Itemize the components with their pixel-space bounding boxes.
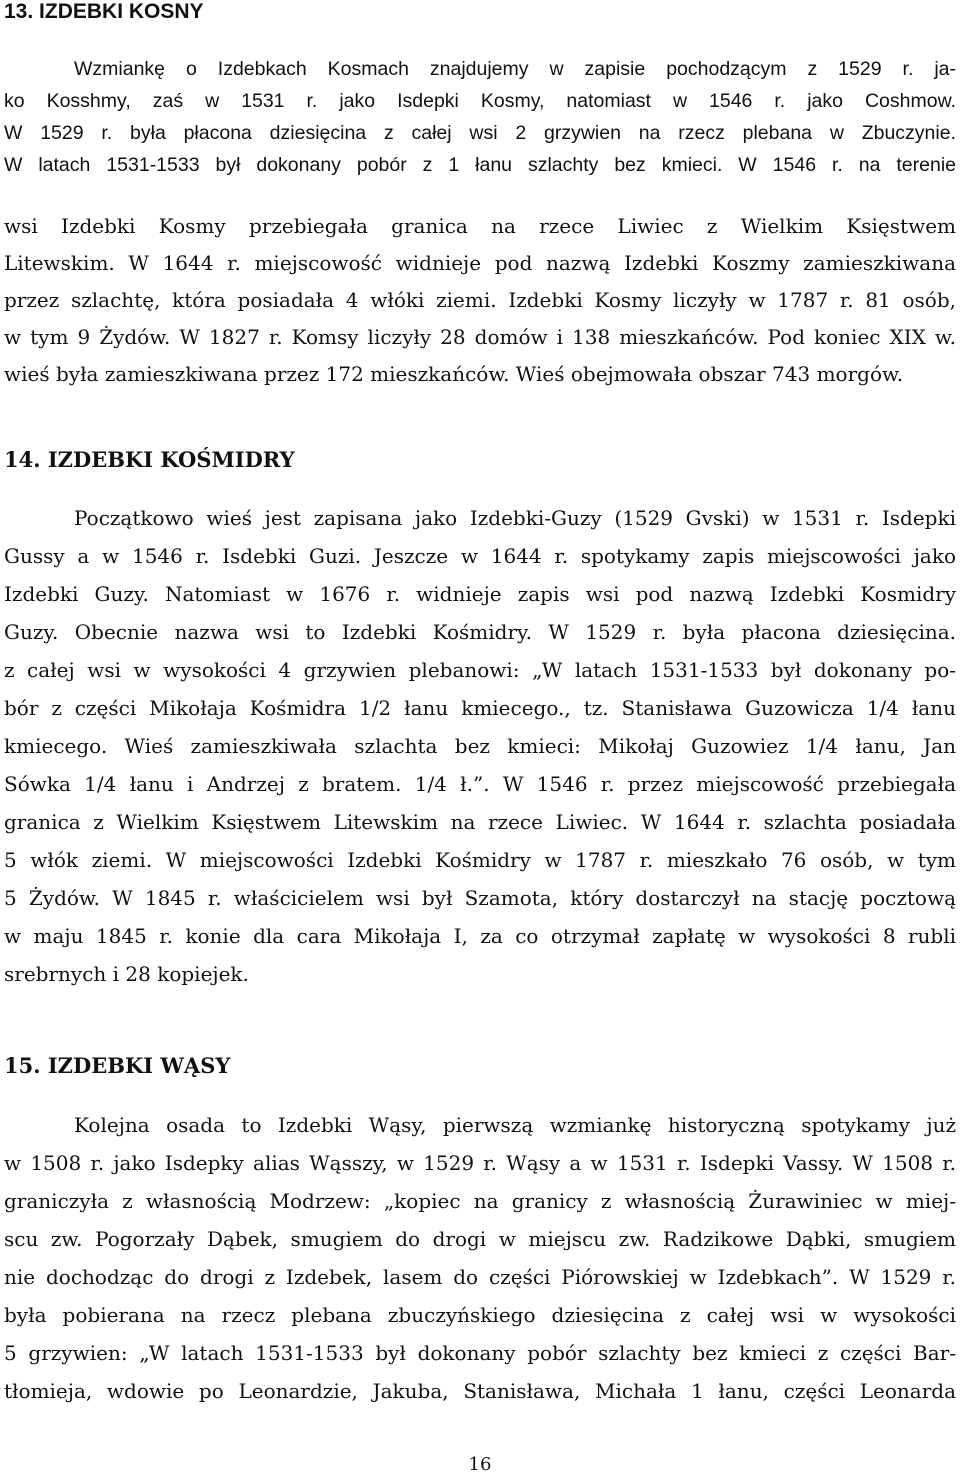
paragraph-line: 5 włók ziemi. W miejscowości Izdebki Kośmidry w 1787 r. mieszkało 76 osób, w tym [4,848,956,872]
paragraph-line: wieś była zamieszkiwana przez 172 mieszkańców. Wieś obejmowała obszar 743 morgów. [4,362,904,386]
paragraph-line: w tym 9 Żydów. W 1827 r. Komsy liczyły 28 domów i 138 mieszkańców. Pod koniec XIX w. [4,325,956,349]
section-13-text-serif [4,214,956,386]
paragraph-line: 5 Żydów. W 1845 r. właścicielem wsi był Szamota, który dostarczył na stację pocztową [4,886,956,910]
paragraph-line: Wzmiankę o Izdebkach Kosmach znajdujemy w zapisie pochodzącym z 1529 r. ja- [74,58,956,80]
paragraph-line: srebrnych i 28 kopiejek. [4,962,249,986]
paragraph-line: Guzy. Obecnie nazwa wsi to Izdebki Kośmidry. W 1529 r. była płacona dziesięcina. [4,620,956,644]
paragraph-line: Początkowo wieś jest zapisana jako Izdebki-Guzy (1529 Gvski) w 1531 r. Isdepki [74,506,956,530]
paragraph-line: Izdebki Guzy. Natomiast w 1676 r. widnieje zapis wsi pod nazwą Izdebki Kosmidry [4,582,956,606]
page-number: 16 [468,1454,492,1475]
paragraph-line: Sówka 1/4 łanu i Andrzej z bratem. 1/4 ł.”. W 1546 r. przez miejscowość przebiegała [4,772,956,796]
section-13-text-sans [4,57,956,177]
section-15-text [4,1113,956,1403]
section-14-heading: 14. IZDEBKI KOŚMIDRY [4,447,295,472]
paragraph-line: graniczyła z własnością Modrzew: „kopiec na granicy z własnością Żurawiniec w miej- [4,1189,956,1213]
paragraph-line: granica z Wielkim Księstwem Litewskim na rzece Liwiec. W 1644 r. szlachta posiadała [4,810,956,834]
paragraph-line: nie dochodząc do drogi z Izdebek, lasem do części Piórowskiej w Izdebkach”. W 1529 r. [4,1265,956,1289]
section-14-text [4,506,956,986]
paragraph-line: w maju 1845 r. konie dla cara Mikołaja I, za co otrzymał zapłatę w wysokości 8 rubli [4,924,956,948]
paragraph-line: 5 grzywien: „W latach 1531-1533 był dokonany pobór szlachty bez kmieci z części Bar- [4,1341,956,1365]
paragraph-line: bór z części Mikołaja Kośmidra 1/2 łanu kmiecego., tz. Stanisława Guzowicza 1/4 łanu [4,696,956,720]
paragraph-line: była pobierana na rzecz plebana zbuczyńskiego dziesięcina z całej wsi w wysokości [4,1303,956,1327]
section-13-heading: 13. IZDEBKI KOSNY [4,0,204,23]
paragraph-line: Litewskim. W 1644 r. miejscowość widnieje pod nazwą Izdebki Koszmy zamieszkiwana [4,251,956,275]
paragraph-line: tłomieja, wdowie po Leonardzie, Jakuba, Stanisława, Michała 1 łanu, części Leonarda [4,1379,956,1403]
paragraph-line: W latach 1531-1533 był dokonany pobór z 1 łanu szlachty bez kmieci. W 1546 r. na terenie [4,154,956,176]
paragraph-line: Gussy a w 1546 r. Isdebki Guzi. Jeszcze w 1644 r. spotykamy zapis miejscowości jako [4,544,956,568]
paragraph-line: ko Kosshmy, zaś w 1531 r. jako Isdepki Kosmy, natomiast w 1546 r. jako Coshmow. [4,90,956,112]
paragraph-line: scu zw. Pogorzały Dąbek, smugiem do drogi w miejscu zw. Radzikowe Dąbki, smugiem [4,1227,956,1251]
paragraph-line: kmiecego. Wieś zamieszkiwała szlachta bez kmieci: Mikołaj Guzowiez 1/4 łanu, Jan [4,734,956,758]
paragraph-line: przez szlachtę, która posiadała 4 włóki ziemi. Izdebki Kosmy liczyły w 1787 r. 81 osób, [4,288,956,312]
paragraph-line: Kolejna osada to Izdebki Wąsy, pierwszą wzmiankę historyczną spotykamy już [74,1113,956,1137]
paragraph-line: wsi Izdebki Kosmy przebiegała granica na rzece Liwiec z Wielkim Księstwem [4,214,956,238]
paragraph-line: W 1529 r. była płacona dziesięcina z całej wsi 2 grzywien na rzecz plebana w Zbuczynie. [4,122,956,144]
paragraph-line: w 1508 r. jako Isdepky alias Wąsszy, w 1529 r. Wąsy a w 1531 r. Isdepki Vassy. W 1508 r. [4,1151,956,1175]
paragraph-line: z całej wsi w wysokości 4 grzywien plebanowi: „W latach 1531-1533 był dokonany po- [4,658,956,682]
section-15-heading: 15. IZDEBKI WĄSY [4,1053,231,1078]
